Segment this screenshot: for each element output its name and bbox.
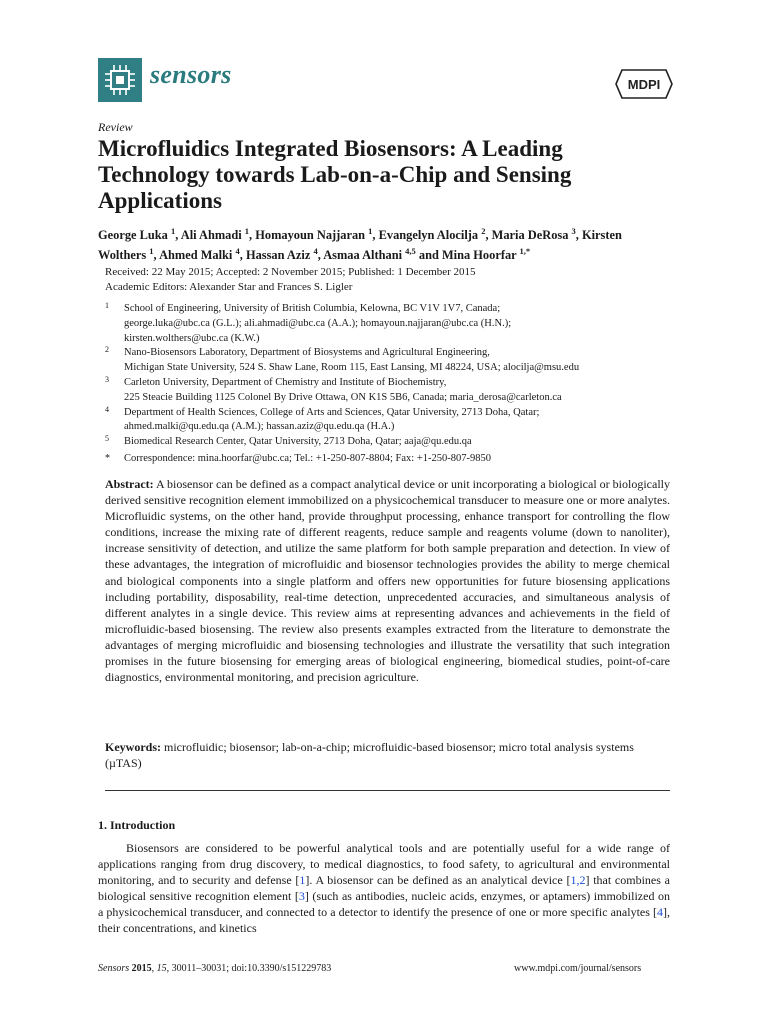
section-divider xyxy=(105,790,670,791)
abstract-label: Abstract: xyxy=(105,477,154,491)
affiliation-number: 5 xyxy=(105,434,109,444)
footer-pages: , 30011–30031; doi:10.3390/s151229783 xyxy=(166,963,332,974)
abstract xyxy=(105,476,670,685)
author-name: Asmaa Althani xyxy=(323,247,403,262)
author-name: Kirsten Wolthers xyxy=(98,228,622,262)
author-list: George Luka $^1$, Ali Ahmadi $^1$, Homayoun Najjaran $^1$, Evangelyn Alocilja $^2$, Maria DeRosa $^3$, Kirsten Wolthers $^1$, Ahmed Malki $^4$, Hassan Aziz $^4$, Asmaa Althani $^{4,5}$ and Mina Hoorfar $^{1,*}$ xyxy=(98,226,622,262)
dates-line: Received: 22 May 2015; Accepted: 2 November 2015; Published: 1 December 2015 xyxy=(105,266,476,278)
author-affiliation-mark: 4 xyxy=(235,245,240,256)
intro-text: Biosensors are considered to be powerful analytical tools and are potentially useful for a wide range of applications ranging from drug discovery, to medical diagnostics, to food safety, to agricultural and environmental monitoring, and to security and defense [ xyxy=(98,841,670,888)
keywords xyxy=(105,739,670,771)
keywords-label: Keywords: xyxy=(105,740,161,754)
author-name: Evangelyn Alocilja xyxy=(378,228,479,243)
author-affiliation-mark: 3 xyxy=(571,226,576,236)
author-affiliation-mark: 4 xyxy=(313,245,318,256)
author-name: Maria DeRosa xyxy=(491,228,569,243)
footer-year: 2015 xyxy=(131,963,152,974)
footer-volume: 15 xyxy=(156,963,167,974)
journal-name: sensors xyxy=(150,60,232,89)
affiliation-line: ahmed.malki@qu.edu.qa (A.M.); hassan.aziz@qu.edu.qa (H.A.) xyxy=(124,421,395,433)
author-name: Hassan Aziz xyxy=(245,247,311,262)
author-affiliation-mark: 2 xyxy=(481,226,486,236)
publisher-name: MDPI xyxy=(627,77,661,92)
article-type: Review xyxy=(98,120,133,134)
section-heading: 1. Introduction xyxy=(98,818,176,832)
affiliation-line: Nano-Biosensors Laboratory, Department of Biosystems and Agricultural Engineering, xyxy=(124,347,490,359)
affiliation-number: 1 xyxy=(105,301,109,310)
intro-text: ], their concentrations, and kinetics xyxy=(98,905,670,936)
affiliation-item xyxy=(105,376,675,406)
author-affiliation-mark: 1 xyxy=(149,245,154,256)
author-name: Homayoun Najjaran xyxy=(255,228,366,243)
affiliation-item xyxy=(105,302,675,346)
keywords-text: microfluidic; biosensor; lab-on-a-chip; microfluidic-based biosensor; micro total analysis systems (µTAS) xyxy=(105,740,634,770)
citation-link[interactable]: 3 xyxy=(298,889,305,904)
affiliation-line: 225 Steacie Building 1125 Colonel By Drive Ottawa, ON K1S 5B6, Canada; maria_derosa@carleton.ca xyxy=(124,391,562,403)
affiliation-item xyxy=(105,435,675,450)
citation-link[interactable]: 1 xyxy=(299,873,306,888)
author-name: Ali Ahmadi xyxy=(180,228,242,243)
author-name: Ahmed Malki xyxy=(159,247,233,262)
affiliation-line: kirsten.wolthers@ubc.ca (K.W.) xyxy=(124,332,260,344)
affiliation-line: george.luka@ubc.ca (G.L.); ali.ahmadi@ubc.ca (A.A.); homayoun.najjaran@ubc.ca (H.N.); xyxy=(124,317,512,329)
correspondence-text: Correspondence: mina.hoorfar@ubc.ca; Tel.: +1-250-807-8804; Fax: +1-250-807-9850 xyxy=(124,452,491,464)
author-affiliation-mark: 1,* xyxy=(519,245,531,256)
abstract-text: A biosensor can be defined as a compact analytical device or unit incorporating a biological or biologically derived sensitive recognition element immobilized on a physicochemical transducer to measure one or more analytes. Microfluidic systems, on the other hand, provide throughput processing, enhance transport for controlling the flow conditions, increase the mixing rate of different reagents, reduce sample and reagents volume (down to nanoliter), increase sensitivity of detection, and utilize the same platform for both sample preparation and detection. In view of these advantages, the integration of microfluidic and biosensor technologies provides the ability to merge chemical and biological components into a single platform and offers new opportunities for future biosensing applications including portability, disposability, real-time detection, unprecedented accuracies, and simultaneous analysis of different analytes in a single device. This review aims at representing advances and achievements in the field of microfluidic-based biosensing. The review also presents examples extracted from the literature to demonstrate the advantages of merging microfluidic and biosensing technologies and illustrate the versatility that such integration promises in the future biosensing for emerging areas of biological engineering, biomedical studies, point-of-care diagnostics, environmental monitoring, and precision agriculture. xyxy=(105,477,671,685)
affiliation-number: 2 xyxy=(105,345,109,355)
author-affiliation-mark: 1 xyxy=(170,226,176,236)
affiliation-line: Michigan State University, 524 S. Shaw Lane, Room 115, East Lansing, MI 48224, USA; alocilja@msu.edu xyxy=(124,362,580,374)
affiliation-line: Department of Health Sciences, College of Arts and Sciences, Qatar University, 2713 Doha, Qatar; xyxy=(124,406,540,418)
correspondence xyxy=(105,452,675,467)
affiliations xyxy=(105,302,675,467)
affiliation-line: School of Engineering, University of British Columbia, Kelowna, BC V1V 1V7, Canada; xyxy=(124,303,501,314)
article-title: Microfluidics Integrated Biosensors: A Leading Technology towards Lab-on-a-Chip and Sensing Applications xyxy=(98,136,572,213)
affiliation-line: Biomedical Research Center, Qatar University, 2713 Doha, Qatar; aaja@qu.edu.qa xyxy=(124,436,472,448)
mdpi-logo xyxy=(614,68,674,100)
intro-text: ] that combines a biological sensitive recognition element [ xyxy=(98,873,670,904)
footer-citation: Sensors 2015, 15, 30011–30031; doi:10.3390/s151229783 xyxy=(98,963,332,974)
correspondence-mark: * xyxy=(105,452,110,464)
publication-dates xyxy=(105,265,476,295)
intro-paragraph xyxy=(98,840,670,937)
author-affiliation-mark: 4,5 xyxy=(405,245,416,256)
affiliation-line: Carleton University, Department of Chemistry and Institute of Biochemistry, xyxy=(124,376,447,388)
affiliation-number: 3 xyxy=(105,374,109,384)
affiliation-number: 4 xyxy=(105,404,109,414)
footer-url[interactable]: www.mdpi.com/journal/sensors xyxy=(514,963,642,974)
sensors-logo-icon xyxy=(98,58,142,102)
editors-line: Academic Editors: Alexander Star and Frances S. Ligler xyxy=(105,281,353,293)
affiliation-item xyxy=(105,346,675,376)
affiliation-item xyxy=(105,406,675,436)
citation-link[interactable]: 1,2 xyxy=(570,873,586,888)
intro-text: ] (such as antibodies, nucleic acids, enzymes, or aptamers) immobilized on a physicochemical transducer, and connected to a detector to identify the presence of one or more specific analytes [ xyxy=(98,889,671,920)
author-name: Mina Hoorfar xyxy=(441,247,517,262)
author-affiliation-mark: 1 xyxy=(368,226,373,236)
footer-journal: Sensors xyxy=(98,963,130,974)
citation-link[interactable]: 4 xyxy=(657,905,663,920)
intro-text: ]. A biosensor can be defined as an analytical device [ xyxy=(305,873,571,888)
author-name: George Luka xyxy=(98,228,168,243)
author-affiliation-mark: 1 xyxy=(244,226,250,236)
